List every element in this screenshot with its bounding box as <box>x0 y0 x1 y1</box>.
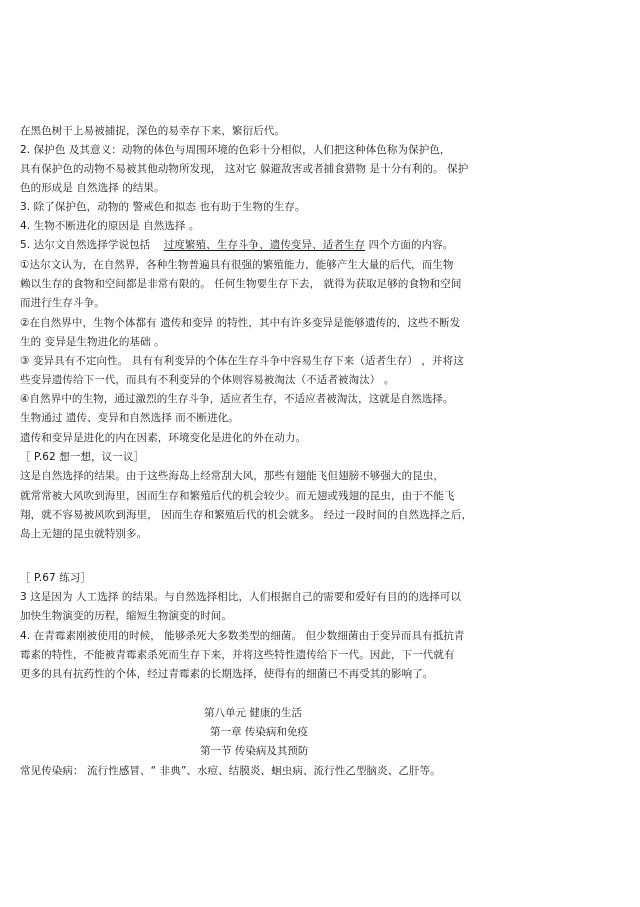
text-line: ①达尔文认为，在自然界，各种生物普遍具有很强的繁殖能力，能够产生大量的后代，而生物 <box>20 259 454 271</box>
text-line: 2. 保护色 及其意义：动物的体色与周围环境的色彩十分相似，人们把这种体色称为保护色， <box>20 144 451 156</box>
text-line: 加快生物演变的历程，缩短生物演变的时间。 <box>20 610 232 622</box>
text-line: 常见传染病： 流行性感冒、“ 非典”、水痘、结膜炎、蛔虫病、流行性乙型脑炎、乙肝等。 <box>20 765 441 777</box>
text-line: 生物通过 遗传、变异和自然选择 而不断进化。 <box>20 412 239 424</box>
text-line: 翔，就不容易被风吹到海里， 因而生存和繁殖后代的机会就多。 经过一段时间的自然选择之后， <box>20 509 473 521</box>
text-line: 4. 在青霉素刚被使用的时候， 能够杀死大多数类型的细菌。 但少数细菌由于变异而具有抵抗青 <box>20 630 465 642</box>
text-line: 遗传和变异是进化的内在因素，环境变化是进化的外在动力。 <box>20 432 307 444</box>
text-line: 4. 生物不断进化的原因是 自然选择 。 <box>20 220 200 232</box>
chapter-heading: 第一章 传染病和免疫 <box>210 726 308 738</box>
text-line: 霉素的特性，不能被青霉素杀死而生存下来，并将这些特性遗传给下一代。因此，下一代就有 <box>20 649 455 661</box>
text-line: 就常常被大风吹到海里，因而生存和繁殖后代的机会较少。而无翅或残翅的昆虫，由于不能飞 <box>20 490 455 502</box>
text-line: 岛上无翅的昆虫就特别多。 <box>20 528 148 540</box>
unit-heading: 第八单元 健康的生活 <box>204 707 302 719</box>
text-line: 色的形成是 自然选择 的结果。 <box>20 182 165 194</box>
text-line: 赖以生存的食物和空间都是非常有限的。 任何生物要生存下去， 就得为获取足够的食物和空间 <box>20 278 462 290</box>
section-label-p67: ［ P.67 练习］ <box>20 572 92 584</box>
text-line: ③ 变异具有不定向性。 具有有利变异的个体在生存斗争中容易生存下来（适者生存） ，并将这 <box>20 355 464 367</box>
section-heading: 第一节 传染病及其预防 <box>200 745 309 757</box>
text-line: 更多的具有抗药性的个体，经过青霉素的长期选择，使得有的细菌已不再受其的影响了。 <box>20 668 434 680</box>
text-line: 这是自然选择的结果。由于这些海岛上经常刮大风，那些有翅能飞但翅膀不够强大的昆虫， <box>20 470 444 482</box>
underlined-answer: 过度繁殖、生存斗争、遗传变异、适者生存 <box>163 239 366 251</box>
text-line: 3. 除了保护色，动物的 警戒色和拟态 也有助于生物的生存。 <box>20 201 306 213</box>
text-line: 具有保护色的动物不易被其他动物所发现， 这对它 躲避敌害或者捕食猎物 是十分有利的。 保护 <box>20 163 469 175</box>
text-line: ④自然界中的生物，通过激烈的生存斗争，适应者生存，不适应者被淘汰，这就是自然选择。 <box>20 393 454 405</box>
text-line: 些变异遗传给下一代，而具有不利变异的个体则容易被淘汰（不适者被淘汰） 。 <box>20 374 395 386</box>
text-line: 而进行生存斗争。 <box>20 297 105 309</box>
text-line: 生的 变异是生物进化的基础 。 <box>20 336 165 348</box>
text-line-darwin-theory <box>20 238 453 252</box>
text-line: ②在自然界中，生物个体都有 遗传和变异 的特性，其中有许多变异是能够遗传的，这些不断发 <box>20 317 461 329</box>
text-line: 在黑色树干上易被捕捉，深色的易幸存下来，繁衍后代。 <box>20 125 285 137</box>
text-line: 3 这是因为 人工选择 的结果。与自然选择相比，人们根据自己的需要和爱好有目的的选择可以 <box>20 591 462 603</box>
text-segment: 四个方面的内容。 <box>368 239 454 251</box>
text-segment: 5. 达尔文自然选择学说包括 <box>20 239 151 251</box>
section-label-p62: ［ P.62 想一想，议一议］ <box>20 451 145 463</box>
